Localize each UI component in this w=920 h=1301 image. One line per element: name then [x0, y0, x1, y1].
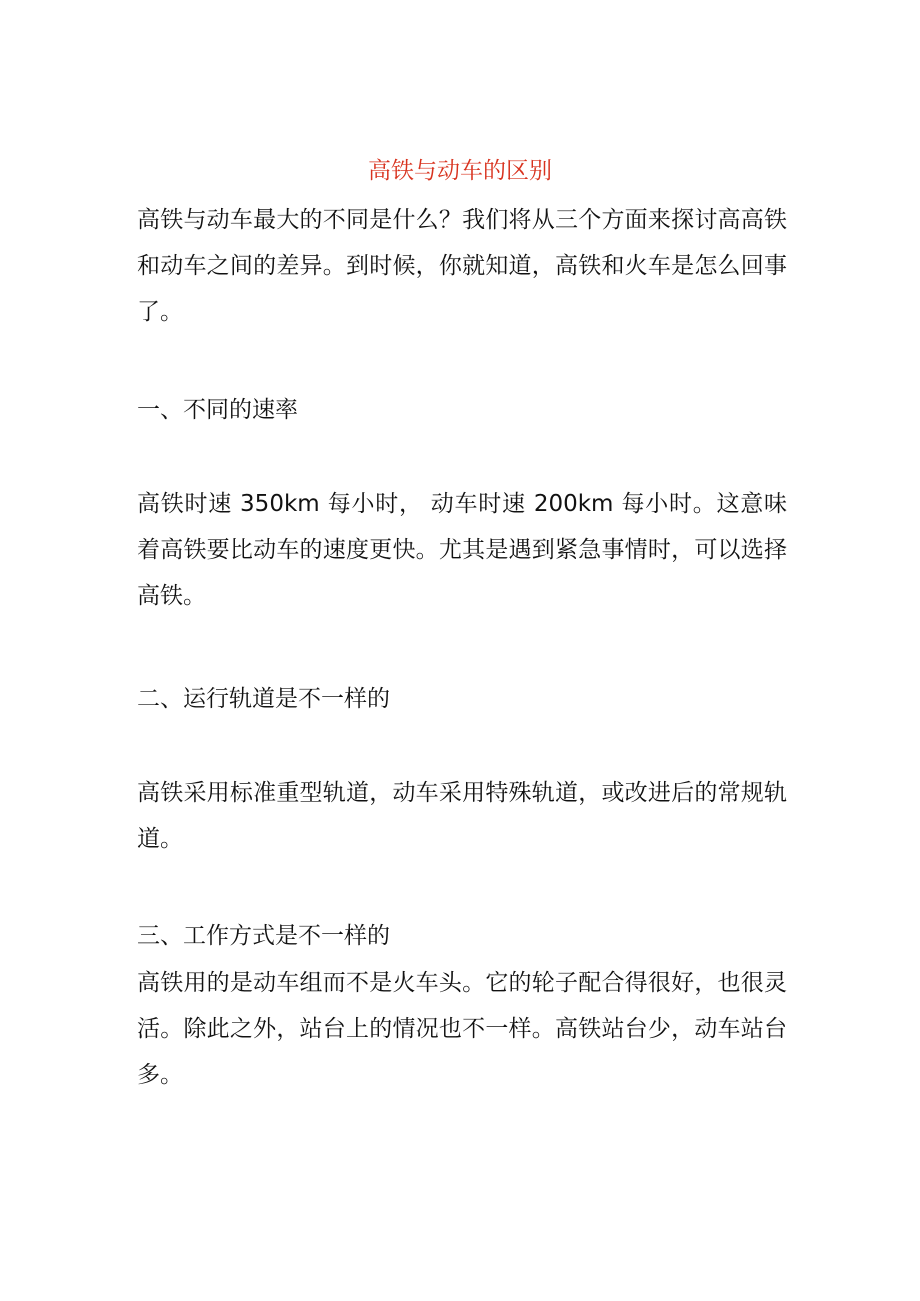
intro-paragraph: 高铁与动车最大的不同是什么？我们将从三个方面来探讨高高铁和动车之间的差异。到时候，你就知道，高铁和火车是怎么回事了。 — [137, 207, 787, 325]
section-heading-speed: 一、不同的速率 — [137, 397, 298, 423]
section-heading-track: 二、运行轨道是不一样的 — [137, 686, 390, 712]
section-body-track: 高铁采用标准重型轨道，动车采用特殊轨道，或改进后的常规轨道。 — [137, 780, 787, 852]
section-heading-work: 三、工作方式是不一样的 — [137, 923, 390, 949]
document-title: 高铁与动车的区别 — [368, 158, 552, 184]
section-body-speed: 高铁时速 350km 每小时， 动车时速 200km 每小时。这意味着高铁要比动车的速度更快。尤其是遇到紧急事情时，可以选择高铁。 — [137, 491, 787, 609]
section-body-work: 高铁用的是动车组而不是火车头。它的轮子配合得很好，也很灵活。除此之外，站台上的情况也不一样。高铁站台少，动车站台多。 — [137, 970, 787, 1088]
